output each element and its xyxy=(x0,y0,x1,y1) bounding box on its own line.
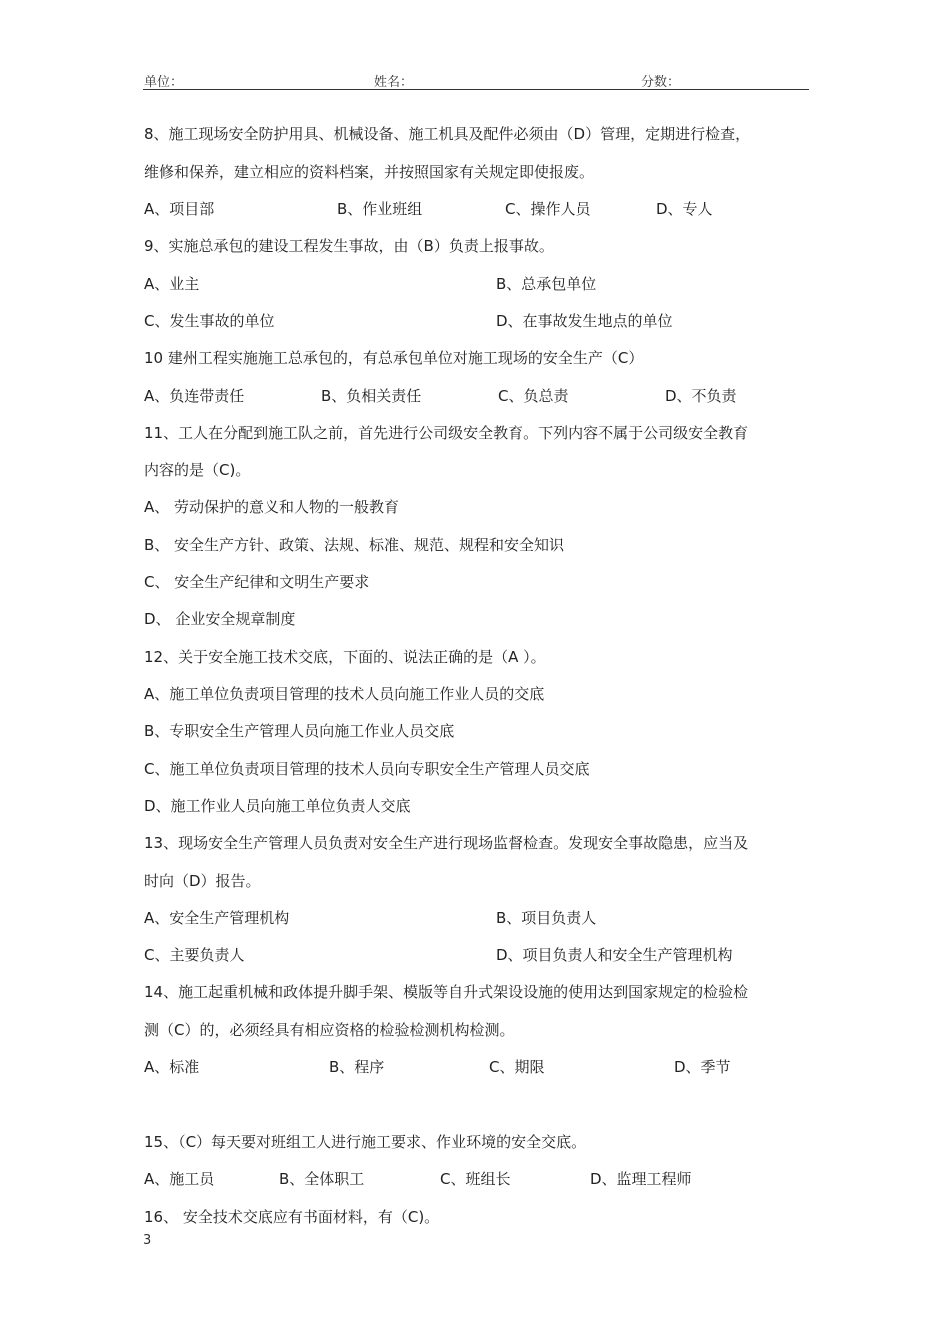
question-15-option-c: C、班组长 xyxy=(440,1170,511,1188)
unit-label: 单位： xyxy=(144,75,184,90)
question-12-option-b: B、专职安全生产管理人员向施工作业人员交底 xyxy=(144,722,455,740)
question-12-option-a: A、施工单位负责项目管理的技术人员向施工作业人员的交底 xyxy=(144,685,545,703)
question-14-option-d: D、季节 xyxy=(674,1058,731,1076)
question-14-option-a: A、标准 xyxy=(144,1058,200,1076)
question-10-stem: 10 建州工程实施施工总承包的，有总承包单位对施工现场的安全生产（C） xyxy=(144,349,644,367)
question-10-option-d: D、不负责 xyxy=(665,387,737,405)
question-15-option-d: D、监理工程师 xyxy=(590,1170,692,1188)
score-label: 分数： xyxy=(641,75,681,90)
page-header xyxy=(143,70,809,90)
question-8-option-a: A、项目部 xyxy=(144,200,215,218)
question-8-option-d: D、专人 xyxy=(656,200,713,218)
question-9-option-c: C、发生事故的单位 xyxy=(144,312,275,330)
question-13-stem: 13、现场安全生产管理人员负责对安全生产进行现场监督检查。发现安全事故隐患，应当及 xyxy=(144,834,749,852)
question-14-option-b: B、程序 xyxy=(329,1058,385,1076)
question-9-option-d: D、在事故发生地点的单位 xyxy=(496,312,673,330)
question-8-option-b: B、作业班组 xyxy=(337,200,423,218)
question-11-stem-cont: 内容的是（C)。 xyxy=(144,461,251,479)
question-9-option-a: A、业主 xyxy=(144,275,200,293)
question-16-stem: 16、 安全技术交底应有书面材料，有（C)。 xyxy=(144,1208,440,1226)
page-number: 3 xyxy=(143,1233,152,1248)
question-13-option-c: C、主要负责人 xyxy=(144,946,245,964)
question-9-option-b: B、总承包单位 xyxy=(496,275,597,293)
question-9-stem: 9、实施总承包的建设工程发生事故，由（B）负责上报事故。 xyxy=(144,237,554,255)
question-8-stem-cont: 维修和保养，建立相应的资料档案，并按照国家有关规定即使报废。 xyxy=(144,163,595,181)
question-8-stem: 8、施工现场安全防护用具、机械设备、施工机具及配件必须由（D）管理，定期进行检查， xyxy=(144,125,751,143)
question-12-option-c: C、施工单位负责项目管理的技术人员向专职安全生产管理人员交底 xyxy=(144,760,590,778)
question-11-option-a: A、 劳动保护的意义和人物的一般教育 xyxy=(144,498,400,516)
question-11-option-b: B、 安全生产方针、政策、法规、标准、规范、规程和安全知识 xyxy=(144,536,565,554)
question-10-option-a: A、负连带责任 xyxy=(144,387,245,405)
question-10-option-c: C、负总责 xyxy=(498,387,569,405)
question-15-stem: 15、（C）每天要对班组工人进行施工要求、作业环境的安全交底。 xyxy=(144,1133,587,1151)
question-12-option-d: D、施工作业人员向施工单位负责人交底 xyxy=(144,797,411,815)
question-13-stem-cont: 时向（D）报告。 xyxy=(144,872,261,890)
name-label: 姓名： xyxy=(374,75,414,90)
question-13-option-d: D、项目负责人和安全生产管理机构 xyxy=(496,946,733,964)
question-14-stem: 14、施工起重机械和政体提升脚手架、模版等自升式架设设施的使用达到国家规定的检验检 xyxy=(144,983,749,1001)
question-15-option-b: B、全体职工 xyxy=(279,1170,365,1188)
question-8-option-c: C、操作人员 xyxy=(505,200,591,218)
question-12-stem: 12、关于安全施工技术交底，下面的、说法正确的是（A ）。 xyxy=(144,648,546,666)
question-11-option-d: D、 企业安全规章制度 xyxy=(144,610,296,628)
question-11-option-c: C、 安全生产纪律和文明生产要求 xyxy=(144,573,370,591)
question-14-stem-cont: 测（C）的，必须经具有相应资格的检验检测机构检测。 xyxy=(144,1021,515,1039)
question-11-stem: 11、工人在分配到施工队之前，首先进行公司级安全教育。下列内容不属于公司级安全教育 xyxy=(144,424,749,442)
question-15-option-a: A、施工员 xyxy=(144,1170,215,1188)
question-10-option-b: B、负相关责任 xyxy=(321,387,422,405)
question-13-option-b: B、项目负责人 xyxy=(496,909,597,927)
question-13-option-a: A、安全生产管理机构 xyxy=(144,909,290,927)
question-14-option-c: C、期限 xyxy=(489,1058,545,1076)
